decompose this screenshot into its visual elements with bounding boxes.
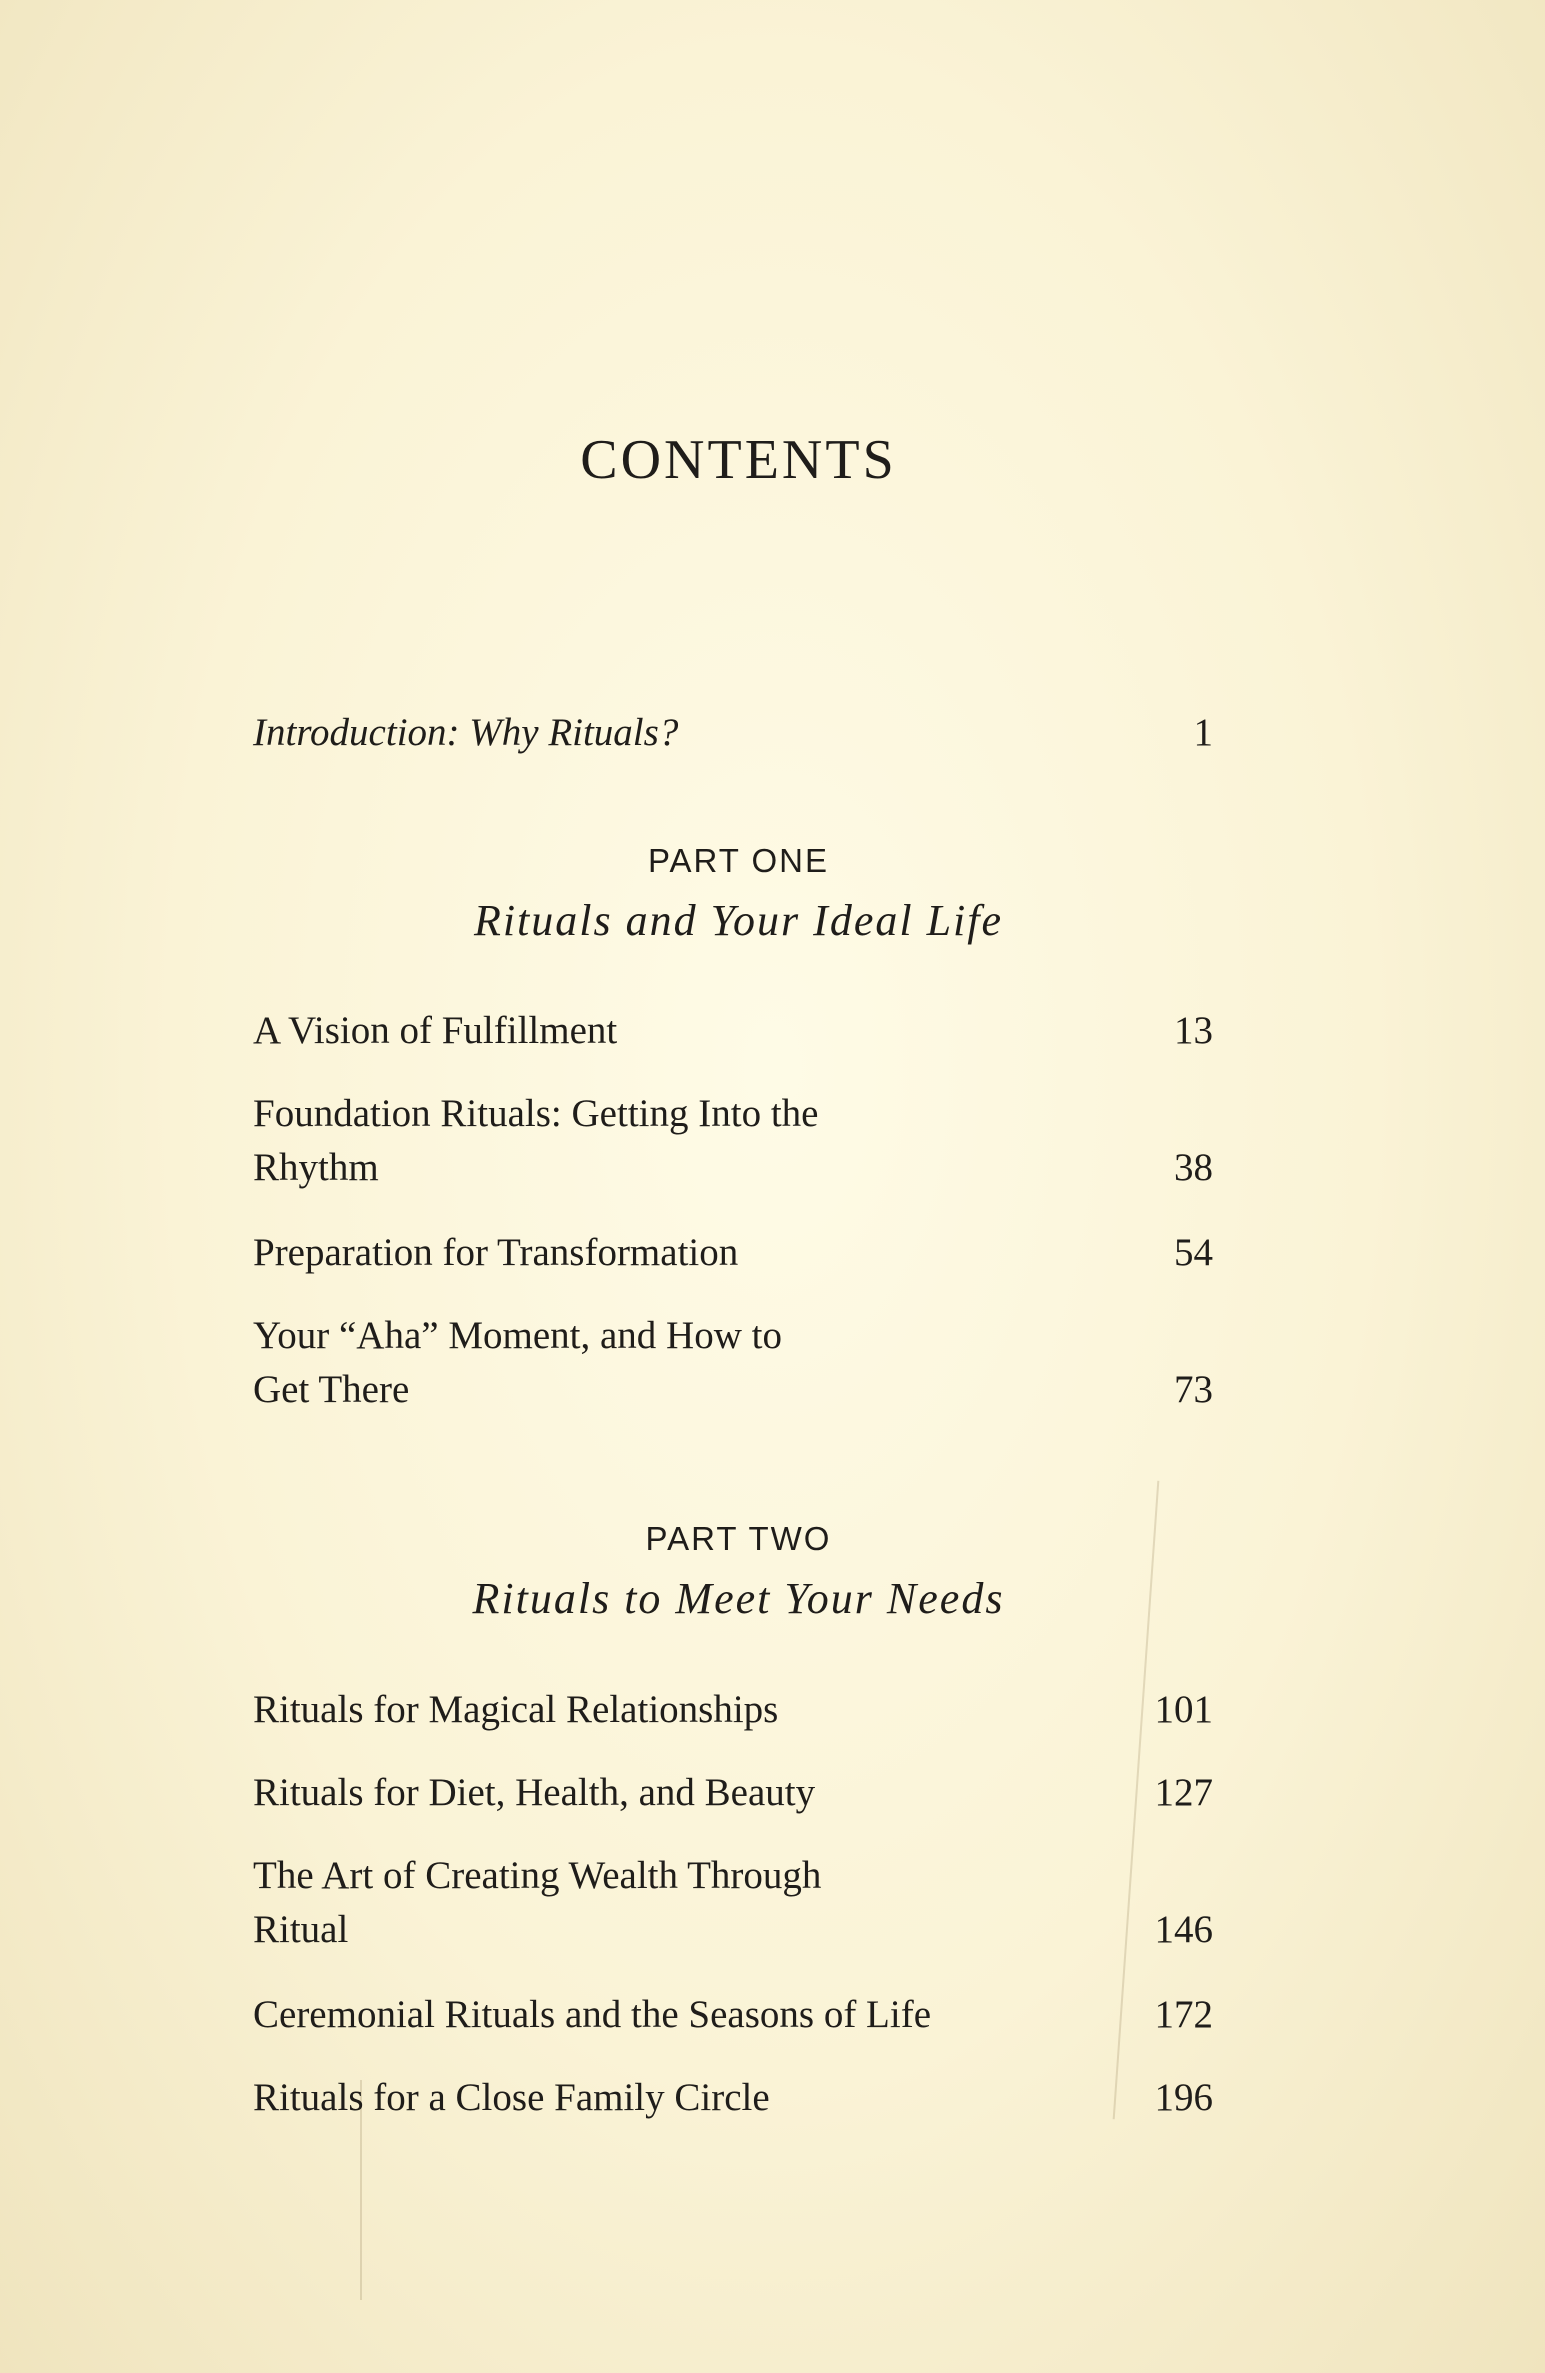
toc-entry-page: 13 [1174,1009,1213,1052]
toc-entry[interactable] [253,1683,1213,1737]
part-one-label: PART ONE [647,842,830,879]
toc-entry-page: 101 [1154,1688,1213,1731]
toc-entry[interactable] [253,2071,1213,2125]
toc-entry-intro[interactable] [253,706,1213,760]
toc-entry-title: Rituals for a Close Family Circle [253,2076,770,2119]
toc-entry[interactable] [253,1226,1213,1280]
toc-entry-title: Preparation for Transformation [253,1231,739,1274]
toc-entry-title: Rituals for Diet, Health, and Beauty [253,1771,816,1814]
toc-entry-title: Introduction: Why Rituals? [253,711,679,754]
toc-entry-page: 127 [1154,1771,1213,1814]
toc-entry[interactable] [253,1087,1213,1195]
toc-entry[interactable] [253,1988,1213,2042]
part-one-title: Rituals and Your Ideal Life [473,896,1004,945]
part-two-title: Rituals to Meet Your Needs [472,1574,1005,1623]
toc-entry-page: 1 [1193,711,1213,754]
toc-entry-page: 73 [1174,1368,1213,1411]
toc-entry-title: Ceremonial Rituals and the Seasons of Life [253,1993,932,2036]
toc-entry-title: The Art of Creating Wealth Through Ritual [253,1854,822,1951]
toc-entry-page: 196 [1154,2076,1213,2119]
toc-entry[interactable] [253,1766,1213,1820]
toc-entry-page: 38 [1174,1146,1213,1189]
toc-entry-page: 54 [1174,1231,1213,1274]
part-two-label: PART TWO [645,1520,832,1557]
toc-entry-title: Foundation Rituals: Getting Into the Rhythm [253,1092,819,1189]
toc-entry-title: A Vision of Fulfillment [253,1009,618,1052]
toc-entry-page: 146 [1154,1908,1213,1951]
toc-entry-page: 172 [1154,1993,1213,2036]
toc-entry[interactable] [253,1004,1213,1058]
page-title: CONTENTS [580,429,897,491]
toc-entry-title: Your “Aha” Moment, and How to Get There [253,1314,782,1411]
toc-entry-title: Rituals for Magical Relationships [253,1688,779,1731]
toc-entry[interactable] [253,1309,1213,1417]
toc-entry[interactable] [253,1849,1213,1957]
